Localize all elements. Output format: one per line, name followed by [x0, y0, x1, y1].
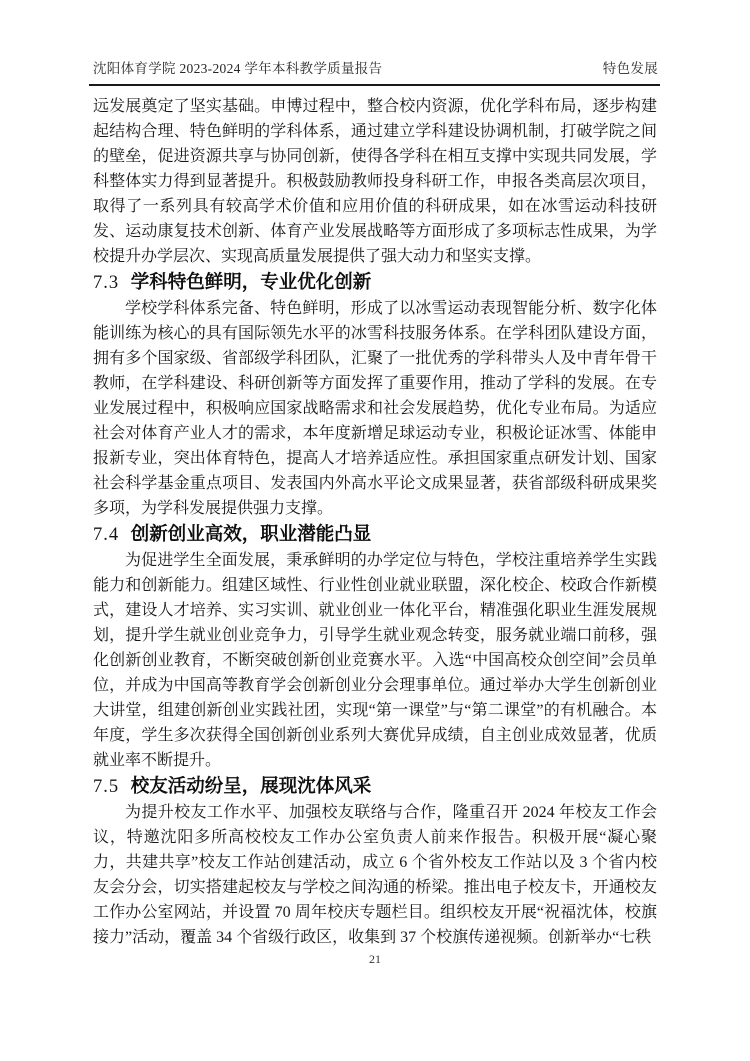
section-paragraph-7-3: 学校学科体系完备、特色鲜明，形成了以冰雪运动表现智能分析、数字化体能训练为核心的具有国际领先水平的冰雪科技服务体系。在学科团队建设方面，拥有多个国家级、省部级学科团队，汇聚了一批优秀的学科带头人及中青年骨干教师，在学科建设、科研创新等方面发挥了重要作用，推动了学科的发展。在专业发展过程中，积极响应国家战略需求和社会发展趋势，优化专业布局。为适应社会对体育产业人才的需求，本年度新增足球运动专业，积极论证冰雪、体能申报新专业，突出体育特色，提高人才培养适应性。承担国家重点研发计划、国家社会科学基金重点项目、发表国内外高水平论文成果显著，获省部级科研成果奖多项，为学科发展提供强力支撑。 — [93, 300, 657, 517]
page-number: 21 — [369, 952, 381, 966]
section-number: 7.3 — [93, 273, 120, 293]
section-title: 创新创业高效，职业潜能凸显 — [130, 523, 372, 544]
header-divider — [89, 84, 660, 86]
header-report-title: 沈阳体育学院 2023-2024 学年本科教学质量报告 — [93, 61, 383, 76]
section-heading-7-5 — [93, 773, 657, 800]
section-paragraph-7-5: 为提升校友工作水平、加强校友联络与合作，隆重召开 2024 年校友工作会议，特邀沈阳多所高校校友工作办公室负责人前来作报告。积极开展“凝心聚力，共建共享”校友工作站创建活动，成立 6 个省外校友工作站以及 3 个省内校友会分会，切实搭建起校友与学校之间沟通的桥梁。推出电子校友卡，开通校友工作办公室网站，并设置 70 周年校庆专题栏目。组织校友开展“祝福沈体，校旗接力”活动，覆盖 34 个省级行政区，收集到 37 个校旗传递视频。创新举办“七秩 — [93, 804, 657, 946]
header-section-label: 特色发展 — [602, 61, 658, 76]
section-heading-7-3 — [93, 269, 657, 296]
intro-paragraph: 远发展奠定了坚实基础。申博过程中，整合校内资源，优化学科布局，逐步构建起结构合理、特色鲜明的学科体系，通过建立学科建设协调机制，打破学院之间的壁垒，促进资源共享与协同创新，使得各学科在相互支撑中实现共同发展，学科整体实力得到显著提升。积极鼓励教师投身科研工作，申报各类高层次项目，取得了一系列具有较高学术价值和应用价值的科研成果，如在冰雪运动科技研发、运动康复技术创新、体育产业发展战略等方面形成了多项标志性成果，为学校提升办学层次、实现高质量发展提供了强大动力和坚实支撑。 — [93, 98, 657, 265]
section-number: 7.4 — [93, 525, 120, 545]
document-body — [93, 94, 657, 950]
section-heading-7-4 — [93, 521, 657, 548]
section-title: 校友活动纷呈，展现沈体风采 — [130, 775, 372, 796]
running-header — [93, 57, 658, 77]
section-title: 学科特色鲜明，专业优化创新 — [130, 271, 372, 292]
section-paragraph-7-4: 为促进学生全面发展，秉承鲜明的办学定位与特色，学校注重培养学生实践能力和创新能力。组建区域性、行业性创业就业联盟，深化校企、校政合作新模式，建设人才培养、实习实训、就业创业一体化平台，精准强化职业生涯发展规划，提升学生就业创业竞争力，引导学生就业观念转变，服务就业端口前移，强化创新创业教育，不断突破创新创业竞赛水平。入选“中国高校众创空间”会员单位，并成为中国高等教育学会创新创业分会理事单位。通过举办大学生创新创业大讲堂，组建创新创业实践社团，实现“第一课堂”与“第二课堂”的有机融合。本年度，学生多次获得全国创新创业系列大赛优异成绩，自主创业成效显著，优质就业率不断提升。 — [93, 552, 657, 769]
section-number: 7.5 — [93, 777, 120, 797]
page-footer — [0, 952, 750, 967]
